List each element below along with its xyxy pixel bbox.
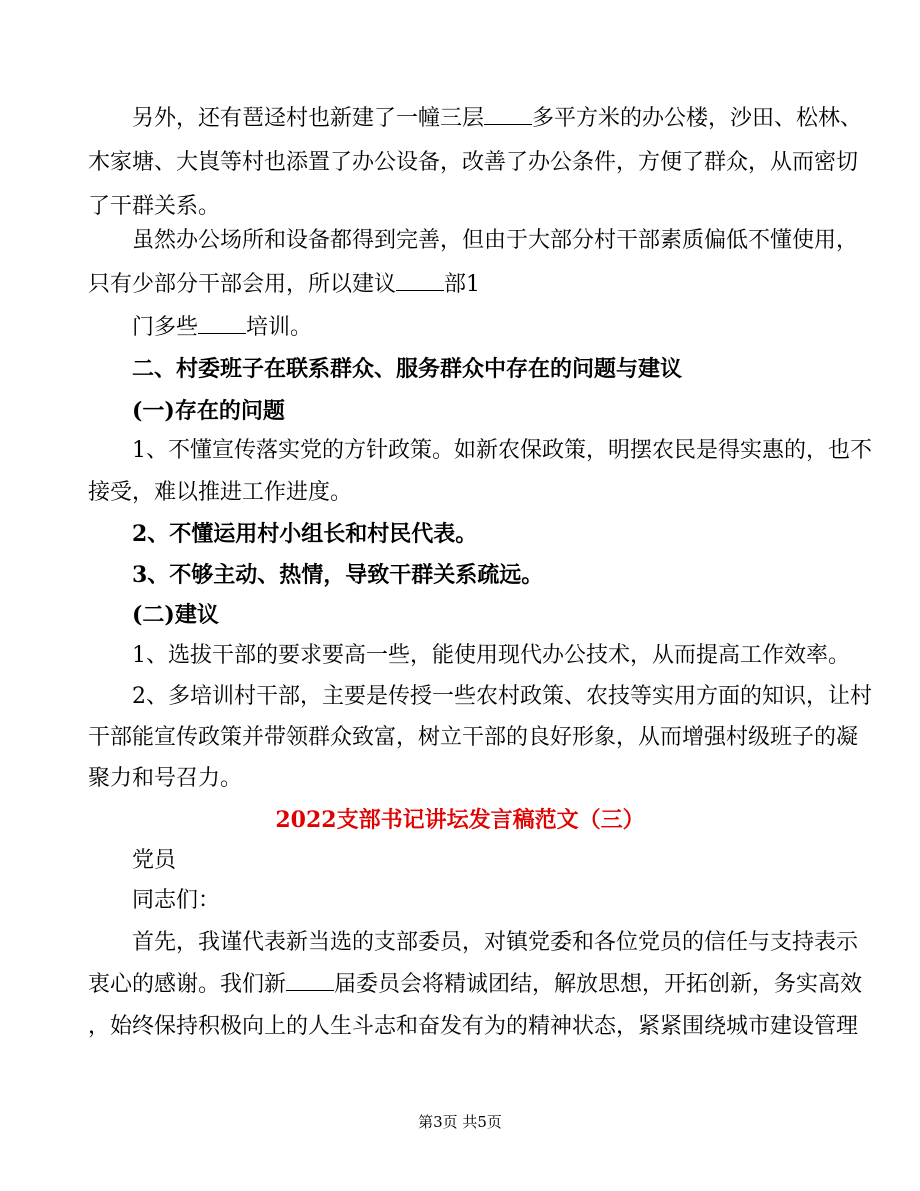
suggestion1: 1、选拔干部的要求要高一些，能使用现代办公技术，从而提高工作效率。 <box>132 643 850 668</box>
problem1-line1: 1、不懂宣传落实党的方针政策。如新农保政策，明摆农民是得实惠的，也不 <box>132 438 872 463</box>
problem2: 2、不懂运用村小组长和村民代表。 <box>132 521 478 547</box>
problem1-line2: 接受，难以推进工作进度。 <box>88 480 353 505</box>
paragraph2-text-d: 培训。 <box>246 315 313 340</box>
suggestion2-line1: 2、多培训村干部，主要是传授一些农村政策、农技等实用方面的知识，让村 <box>132 684 872 709</box>
paragraph1-line3: 了干群关系。 <box>88 194 221 219</box>
suggestion2-line2: 干部能宣传政策并带领群众致富，树立干部的良好形象，从而增强村级班子的凝 <box>88 725 859 750</box>
blank-underline <box>484 106 532 125</box>
blank-underline <box>286 972 334 991</box>
paragraph1-line2: 木家塘、大崀等村也添置了办公设备，改善了办公条件，方便了群众，从而密切 <box>88 150 859 175</box>
paragraph3-line2 <box>88 970 863 1000</box>
sub2-heading: (二)建议 <box>132 602 219 628</box>
paragraph2-line1: 虽然办公场所和设备都得到完善，但由于大部分村干部素质偏低不懂使用， <box>132 228 859 253</box>
paragraph2-text-b: 部1 <box>444 272 481 297</box>
paragraph2-line3 <box>132 313 892 343</box>
problem3: 3、不够主动、热情，导致干群关系疏远。 <box>132 562 544 588</box>
sub1-heading: (一)存在的问题 <box>132 398 285 424</box>
salutation-party-members: 党员 <box>132 848 177 873</box>
paragraph3-text-b: 届委员会将精诚团结，解放思想，开拓创新，务实高效 <box>334 972 863 997</box>
paragraph2-text-c: 门多些 <box>132 315 199 340</box>
paragraph2-line2 <box>88 270 848 300</box>
paragraph3-text-a: 衷心的感谢。我们新 <box>88 972 287 997</box>
blank-underline <box>396 272 444 291</box>
page-number-footer: 第3页 共5页 <box>418 1113 502 1131</box>
section2-heading: 二、村委班子在联系群众、服务群众中存在的问题与建议 <box>132 356 683 382</box>
paragraph1-text-a: 另外，还有琶迳村也新建了一幢三层 <box>132 106 485 131</box>
salutation-comrades: 同志们： <box>132 888 221 913</box>
article-title: 2022支部书记讲坛发言稿范文（三） <box>275 807 645 833</box>
paragraph1-text-b: 多平方米的办公楼，沙田、松林、 <box>532 106 863 131</box>
paragraph3-line3: ，始终保持积极向上的人生斗志和奋发有为的精神状态，紧紧围绕城市建设管理 <box>88 1014 859 1039</box>
paragraph3-line1: 首先，我谨代表新当选的支部委员，对镇党委和各位党员的信任与支持表示 <box>132 930 859 955</box>
paragraph1-line1 <box>132 104 892 134</box>
blank-underline <box>198 315 246 334</box>
suggestion2-line3: 聚力和号召力。 <box>88 766 243 791</box>
paragraph2-text-a: 只有少部分干部会用，所以建议 <box>88 272 397 297</box>
